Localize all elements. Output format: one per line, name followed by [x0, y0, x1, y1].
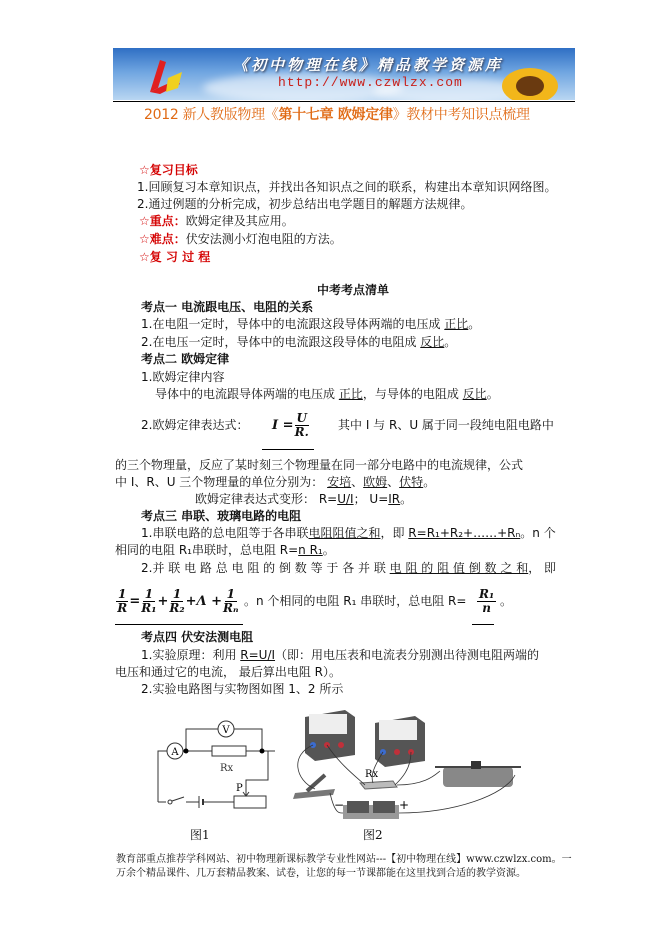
numerator: 1 — [226, 587, 235, 601]
fraction — [295, 412, 309, 439]
text-segment: 。n 个 — [520, 526, 556, 540]
answer-underlined: 正比 — [444, 317, 469, 331]
fraction — [477, 588, 496, 615]
parallel-resistance-formula: $\frac{1}{R}$ = $\frac{1}{\text{R₁}}$ + $\frac{1}{\text{R₂}}$ +Λ + $\frac{1}{\text{Rₙ}}$ — [117, 587, 239, 615]
title-chapter: 第十七章 欧姆定律 — [278, 107, 393, 123]
text-line — [141, 370, 224, 385]
text-line — [141, 509, 301, 524]
footer-text: 教育部重点推荐学科网站、初中物理新课标教学专业性网站---【初中物理在线】www.czwlzx.com。一万余个精品课件、几万套精品教案、试卷，让您的每一节课都能在这里找到合适的教学资源。 — [116, 854, 572, 879]
text-line — [139, 232, 342, 247]
denominator: Rₙ — [223, 601, 239, 615]
ammeter-label: A — [171, 747, 179, 758]
answer-underlined: R=U/I — [240, 648, 276, 662]
answer-underlined: n R₁ — [298, 543, 323, 557]
answer-underlined: 安培 — [327, 475, 352, 489]
section-heading: ☆重点： — [139, 214, 186, 228]
section-heading: ☆复 习 过 程 — [139, 250, 211, 264]
text-segment: 、 — [351, 475, 364, 489]
formula-underline — [262, 449, 314, 450]
text-segment: 1.回顾复习本章知识点，并找出各知识点之间的联系，构建出本章知识网络图。 — [137, 180, 557, 194]
text-line — [338, 418, 554, 433]
answer-underlined: 欧姆 — [363, 475, 388, 489]
text-segment: 2.并 联 电 路 总 电 阻 的 倒 数 等 于 各 并 联 — [141, 561, 390, 575]
text-segment: 1.在电阻一定时，导体中的电流跟这段导体两端的电压成 — [141, 317, 445, 331]
minus-label: − — [334, 798, 345, 812]
text-segment: 。 — [486, 387, 499, 401]
text-segment: 、 — [387, 475, 400, 489]
formula-underline — [115, 624, 243, 625]
text-segment: 1.串联电路的总电阻等于各串联 — [141, 526, 309, 540]
voltmeter-device-icon — [375, 716, 425, 767]
site-logo-icon — [146, 58, 186, 96]
banner-title: 《初中物理在线》精品教学资源库 — [233, 56, 504, 74]
denominator: R₁ — [141, 601, 157, 615]
answer-underlined: R=R₁+R₂+……+Rₙ — [408, 526, 521, 540]
text-segment: 欧姆定律表达式变形： R= — [195, 492, 338, 506]
numerator: U — [296, 411, 307, 425]
text-segment: 1.欧姆定律内容 — [141, 370, 225, 384]
text-segment: 欧姆定律及其应用。 — [185, 214, 294, 228]
rx-label: Rx — [365, 769, 379, 780]
answer-underlined: 反比 — [462, 387, 487, 401]
text-line — [137, 197, 472, 212]
answer-underlined: 电阻阻值之和 — [308, 526, 381, 540]
title-suffix: 》教材中考知识点梳理 — [392, 107, 530, 123]
text-segment: 。 — [500, 594, 513, 608]
text-segment: 中 I、R、U 三个物理量的单位分别为： — [115, 475, 328, 489]
resistor-label: Rx — [220, 763, 234, 774]
text-line — [141, 352, 229, 367]
text-line — [139, 250, 210, 265]
text-line — [137, 180, 556, 195]
battery-icon — [343, 801, 399, 819]
slider-label: P — [236, 783, 243, 794]
text-line — [115, 475, 435, 490]
text-segment: 。 — [468, 317, 481, 331]
denominator: R₂ — [169, 601, 185, 615]
text-line — [139, 214, 294, 229]
text-segment: 。 — [423, 475, 436, 489]
text-segment: 导体中的电流跟导体两端的电压成 — [155, 387, 339, 401]
numerator: 1 — [144, 587, 154, 601]
document-title — [144, 104, 530, 124]
topic-heading: 考点三 串联、玻璃电路的电阻 — [141, 509, 302, 523]
text-segment: ， 即 — [528, 561, 557, 575]
banner-rule — [113, 101, 575, 102]
text-segment: （即：用电压表和电流表分别测出待测电阻两端的 — [275, 648, 540, 662]
text-segment: 2.通过例题的分析完成，初步总结出电学题目的解题方法规律。 — [137, 197, 473, 211]
fig2-caption: 图2 — [363, 828, 383, 842]
text-segment: 2.在电压一定时，导体中的电流跟这段导体的电阻成 — [141, 335, 421, 349]
numerator: 1 — [172, 587, 182, 601]
site-banner — [113, 48, 575, 100]
plus-label: + — [399, 798, 410, 812]
text-line — [195, 492, 412, 507]
text-line — [141, 335, 456, 350]
text-line — [317, 283, 389, 298]
denominator: R — [117, 601, 128, 615]
text-line — [141, 682, 343, 697]
answer-underlined: IR — [388, 492, 401, 506]
answer-underlined: 反比 — [420, 335, 445, 349]
text-line — [141, 648, 539, 663]
text-line — [141, 526, 556, 541]
formula-underline — [472, 624, 494, 625]
text-line — [139, 163, 198, 178]
section-heading: ☆难点： — [139, 232, 186, 246]
title-prefix: 2012 新人教版物理《 — [144, 107, 279, 123]
text-line — [115, 543, 335, 558]
answer-underlined: 正比 — [338, 387, 363, 401]
text-line — [141, 630, 253, 645]
section-heading: ☆复习目标 — [139, 163, 198, 177]
text-line — [155, 387, 499, 402]
text-segment: 2.欧姆定律表达式： — [141, 418, 249, 432]
fraction — [141, 588, 156, 615]
text-line — [141, 317, 480, 332]
text-line — [115, 458, 523, 473]
text-line — [500, 594, 512, 609]
rheostat-icon — [435, 761, 521, 787]
series-same-formula — [476, 588, 497, 615]
fig1-caption: 图1 — [190, 828, 210, 842]
denominator: n — [482, 601, 491, 615]
text-line — [141, 418, 248, 433]
topic-heading: 考点四 伏安法测电阻 — [141, 630, 254, 644]
text-segment: ； U= — [353, 492, 389, 506]
topic-heading: 中考考点清单 — [317, 283, 390, 297]
denominator: R. — [294, 425, 309, 439]
answer-underlined: U/I — [337, 492, 354, 506]
text-segment: 。n 个相同的电阻 R₁ 串联时，总电阻 R= — [244, 594, 467, 608]
sunflower-icon — [498, 62, 558, 100]
topic-heading: 考点一 电流跟电压、电阻的关系 — [141, 300, 314, 314]
fraction — [116, 588, 128, 615]
switch-icon — [293, 775, 335, 799]
banner-url: http://www.czwlzx.com — [278, 75, 463, 90]
text-segment: 1.实验原理：利用 — [141, 648, 241, 662]
topic-heading: 考点二 欧姆定律 — [141, 352, 230, 366]
text-segment: 其中 I 与 R、U 属于同一段纯电阻电路中 — [338, 418, 554, 432]
voltmeter-label: V — [222, 725, 230, 736]
text-segment: 相同的电阻 R₁串联时，总电阻 R= — [115, 543, 299, 557]
fraction — [169, 588, 184, 615]
ellipsis-term: +Λ + — [185, 594, 223, 609]
text-segment: 。 — [444, 335, 457, 349]
answer-underlined: 电 阻 的 阻 值 倒 数 之 和 — [389, 561, 529, 575]
text-segment: ，即 — [380, 526, 409, 540]
text-segment: 电压和通过它的电流， 最后算出电阻 R）。 — [115, 665, 341, 679]
text-line — [141, 561, 556, 576]
text-segment: ，与导体的电阻成 — [362, 387, 463, 401]
text-segment: 伏安法测小灯泡电阻的方法。 — [185, 232, 342, 246]
text-line — [244, 594, 466, 609]
answer-underlined: 伏特 — [399, 475, 424, 489]
text-segment: 。 — [400, 492, 413, 506]
apparatus-photo-fig2 — [285, 705, 545, 823]
text-segment: 的三个物理量，反应了某时刻三个物理量在同一部分电路中的电流规律，公式 — [115, 458, 524, 472]
circuit-diagram-fig1 — [150, 715, 275, 815]
formula-lhs: I = — [272, 418, 294, 433]
text-line — [141, 300, 313, 315]
ohm-law-formula — [272, 412, 310, 439]
text-segment: 2.实验电路图与实物图如图 1、2 所示 — [141, 682, 344, 696]
text-segment: 。 — [322, 543, 335, 557]
numerator: R₁ — [479, 587, 495, 601]
ammeter-device-icon — [305, 710, 355, 761]
fraction — [223, 588, 238, 615]
text-line — [115, 665, 341, 680]
numerator: 1 — [118, 587, 127, 601]
resistor-board-icon — [360, 781, 397, 789]
